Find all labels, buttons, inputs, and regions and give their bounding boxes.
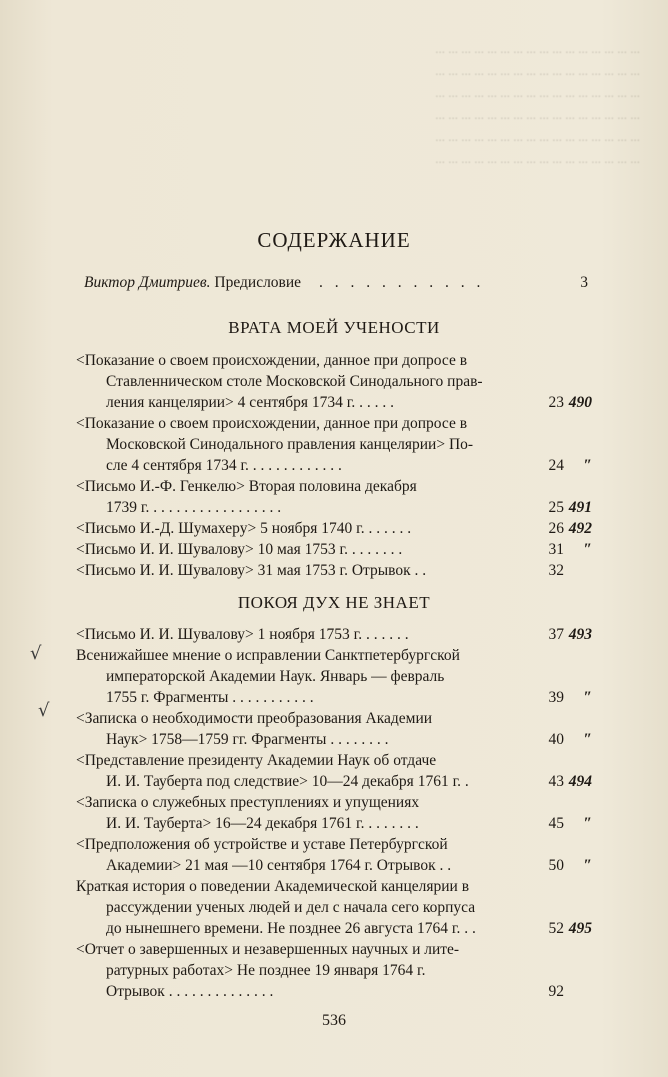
toc-entry-line [76,497,592,518]
toc-entry-text: <Записка о необходимости преобразования Академии [76,710,433,727]
toc-page-number [549,539,593,560]
notes-page-ref: 495 [568,920,592,937]
notes-page-ref: ″ [583,857,592,874]
toc-entry-line [76,413,592,434]
toc-entry-text: рассуждении ученых людей и дел с начала сего корпуса [106,899,476,916]
page-ref: 23 [548,394,564,411]
page-ref: 39 [548,689,564,706]
toc-entry [76,792,592,834]
toc-entry-line [76,876,592,897]
page-ref: 31 [548,541,564,558]
toc-entry [76,560,592,581]
toc-entry [76,624,592,645]
toc-entry-line [76,834,592,855]
preface-entry [76,272,592,293]
toc-entry-text: <Показание о своем происхождении, данное при допросе в [76,415,468,432]
toc-entry-text: 1755 г. Фрагменты . . . . . . . . . . . [106,689,314,706]
toc-entry-line [76,708,592,729]
toc-entry-line [76,560,592,581]
toc-entry-line [76,771,592,792]
toc-page-number [549,392,593,413]
show-through-line: ... ... ... ... ... ... ... ... ... ... ... ... ... ... ... ... [435,107,640,122]
toc-entry [76,539,592,560]
toc-entry-line [76,645,592,666]
toc-entry-text: И. И. Тауберта под следствие> 10—24 декабря 1761 г. . [106,773,469,790]
toc-entry-line [76,729,592,750]
toc-entry [76,413,592,476]
toc-entry-text: <Предположения об устройстве и уставе Петербургской [76,836,448,853]
show-through-line: ... ... ... ... ... ... ... ... ... ... ... ... ... ... ... ... [435,129,640,144]
toc-entry-text: <Отчет о завершенных и незавершенных научных и лите- [76,941,460,958]
margin-pencil-mark: √ [30,643,42,664]
toc-entry-text: до нынешнего времени. Не позднее 26 августа 1764 г. . . [106,920,476,937]
toc-entry-text: ратурных работах> Не позднее 19 января 1764 г. [106,962,426,979]
toc-entry-text: И. И. Тауберта> 16—24 декабря 1761 г. . . . . . . . [106,815,419,832]
toc-entry-text: <Представление президенту Академии Наук об отдаче [76,752,437,769]
toc-entry [76,834,592,876]
page-ref: 24 [548,457,564,474]
page-ref: 25 [548,499,564,516]
show-through-line: ... ... ... ... ... ... ... ... ... ... ... ... ... ... ... ... [435,63,640,78]
toc-page-number [549,729,593,750]
toc-entry-line [76,813,592,834]
page-title: СОДЕРЖАНИЕ [257,228,411,252]
toc-page-number [549,855,593,876]
preface-author: Виктор Дмитриев. [84,274,211,291]
toc-page-number [549,771,593,792]
notes-page-ref: 491 [568,499,592,516]
notes-page-ref: 493 [568,626,592,643]
toc-entry-line [76,624,592,645]
notes-page-ref: ″ [583,541,592,558]
show-through-text [60,38,640,198]
toc-entry-line [76,939,592,960]
page-ref: 37 [548,626,564,643]
toc-entry-line [76,350,592,371]
toc-entry [76,350,592,413]
toc-entry-text: сле 4 сентября 1734 г. . . . . . . . . . . . . [106,457,342,474]
toc-entry-text: императорской Академии Наук. Январь — февраль [106,668,445,685]
toc-page-number [549,918,593,939]
margin-pencil-mark: √ [38,700,50,721]
toc-page-number [549,455,593,476]
toc-entry-text: <Показание о своем происхождении, данное при допросе в [76,352,468,369]
toc-page-number [549,518,593,539]
show-through-line: ... ... ... ... ... ... ... ... ... ... ... ... ... ... ... ... [435,41,640,56]
toc-entry-text: <Письмо И.-Ф. Генкелю> Вторая половина декабря [76,478,417,495]
notes-page-ref: ″ [583,689,592,706]
toc-entry-text: <Письмо И. И. Шувалову> 1 ноября 1753 г. . . . . . . [76,626,409,643]
toc-entry-text: 1739 г. . . . . . . . . . . . . . . . . . [106,499,282,516]
toc-entry-line [76,371,592,392]
toc-entry-text: Наук> 1758—1759 гг. Фрагменты . . . . . . . . [106,731,389,748]
show-through-line: ... ... ... ... ... ... ... ... ... ... ... ... ... ... ... ... [435,151,640,166]
toc-entry-text: ления канцелярии> 4 сентября 1734 г. . . . . . [106,394,394,411]
toc-entry [76,939,592,1002]
page-ref: 45 [548,815,564,832]
toc-entry-line [76,897,592,918]
page-ref: 52 [548,920,564,937]
toc-entry [76,876,592,939]
toc-entry-text: <Письмо И.-Д. Шумахеру> 5 ноября 1740 г. . . . . . . [76,520,412,537]
notes-page-ref: 494 [568,773,592,790]
toc-entry-line [76,434,592,455]
toc-entry-line [76,687,592,708]
notes-page-ref: 490 [568,394,592,411]
show-through-line: ... ... ... ... ... ... ... ... ... ... ... ... ... ... ... ... [435,85,640,100]
preface-page: 3 [580,274,588,291]
toc-entry-line [76,981,592,1002]
toc-entry-line [76,539,592,560]
toc-entry-text: Краткая история о поведении Академической канцелярии в [76,878,470,895]
toc-entry-text: <Записка о служебных преступлениях и упущениях [76,794,420,811]
page-ref: 40 [548,731,564,748]
page-ref: 32 [548,562,564,579]
toc-entry-text: <Письмо И. И. Шувалову> 10 мая 1753 г. . . . . . . . [76,541,403,558]
section-heading-1: ВРАТА МОЕЙ УЧЕНОСТИ [228,318,440,337]
page-number: 536 [322,1012,346,1029]
toc-entry-line [76,476,592,497]
toc-entry-line [76,792,592,813]
preface-dots: . . . . . . . . . . . [318,274,485,291]
toc-entry-line [76,392,592,413]
toc-page-number [549,687,593,708]
toc-page-number [549,624,593,645]
toc-entry-line [76,750,592,771]
notes-page-ref: ″ [583,815,592,832]
notes-page-ref: ″ [583,731,592,748]
page-ref: 50 [548,857,564,874]
toc-entry-text: Академии> 21 мая —10 сентября 1764 г. Отрывок . . [106,857,452,874]
toc-page-number [549,560,593,581]
toc-entry-text: Московской Синодального правления канцелярии> По- [106,436,474,453]
toc-entry-line [76,455,592,476]
toc-entry-text: Отрывок . . . . . . . . . . . . . . [106,983,274,1000]
toc-entry [76,518,592,539]
toc-entry-line [76,855,592,876]
toc-entry [76,750,592,792]
toc-entry-line [76,518,592,539]
toc-entry-text: Ставленническом столе Московской Синодального прав- [106,373,483,390]
toc-entry [76,645,592,708]
toc-entry-text: Всенижайшее мнение о исправлении Санктпетербургской [76,647,460,664]
toc-page-number [549,813,593,834]
page-ref: 92 [548,983,564,1000]
page-ref: 26 [548,520,564,537]
toc-entry-text: <Письмо И. И. Шувалову> 31 мая 1753 г. Отрывок . . [76,562,427,579]
toc-entry [76,476,592,518]
notes-page-ref: ″ [583,457,592,474]
toc-entry-line [76,666,592,687]
toc-page-number [549,497,593,518]
section-heading-2: ПОКОЯ ДУХ НЕ ЗНАЕТ [237,593,431,612]
toc-entry-line [76,960,592,981]
preface-title: Предисловие [210,274,302,291]
notes-page-ref: 492 [568,520,592,537]
toc-entry-line [76,918,592,939]
page-ref: 43 [548,773,564,790]
toc-page-number [549,981,593,1002]
toc-entry [76,708,592,750]
